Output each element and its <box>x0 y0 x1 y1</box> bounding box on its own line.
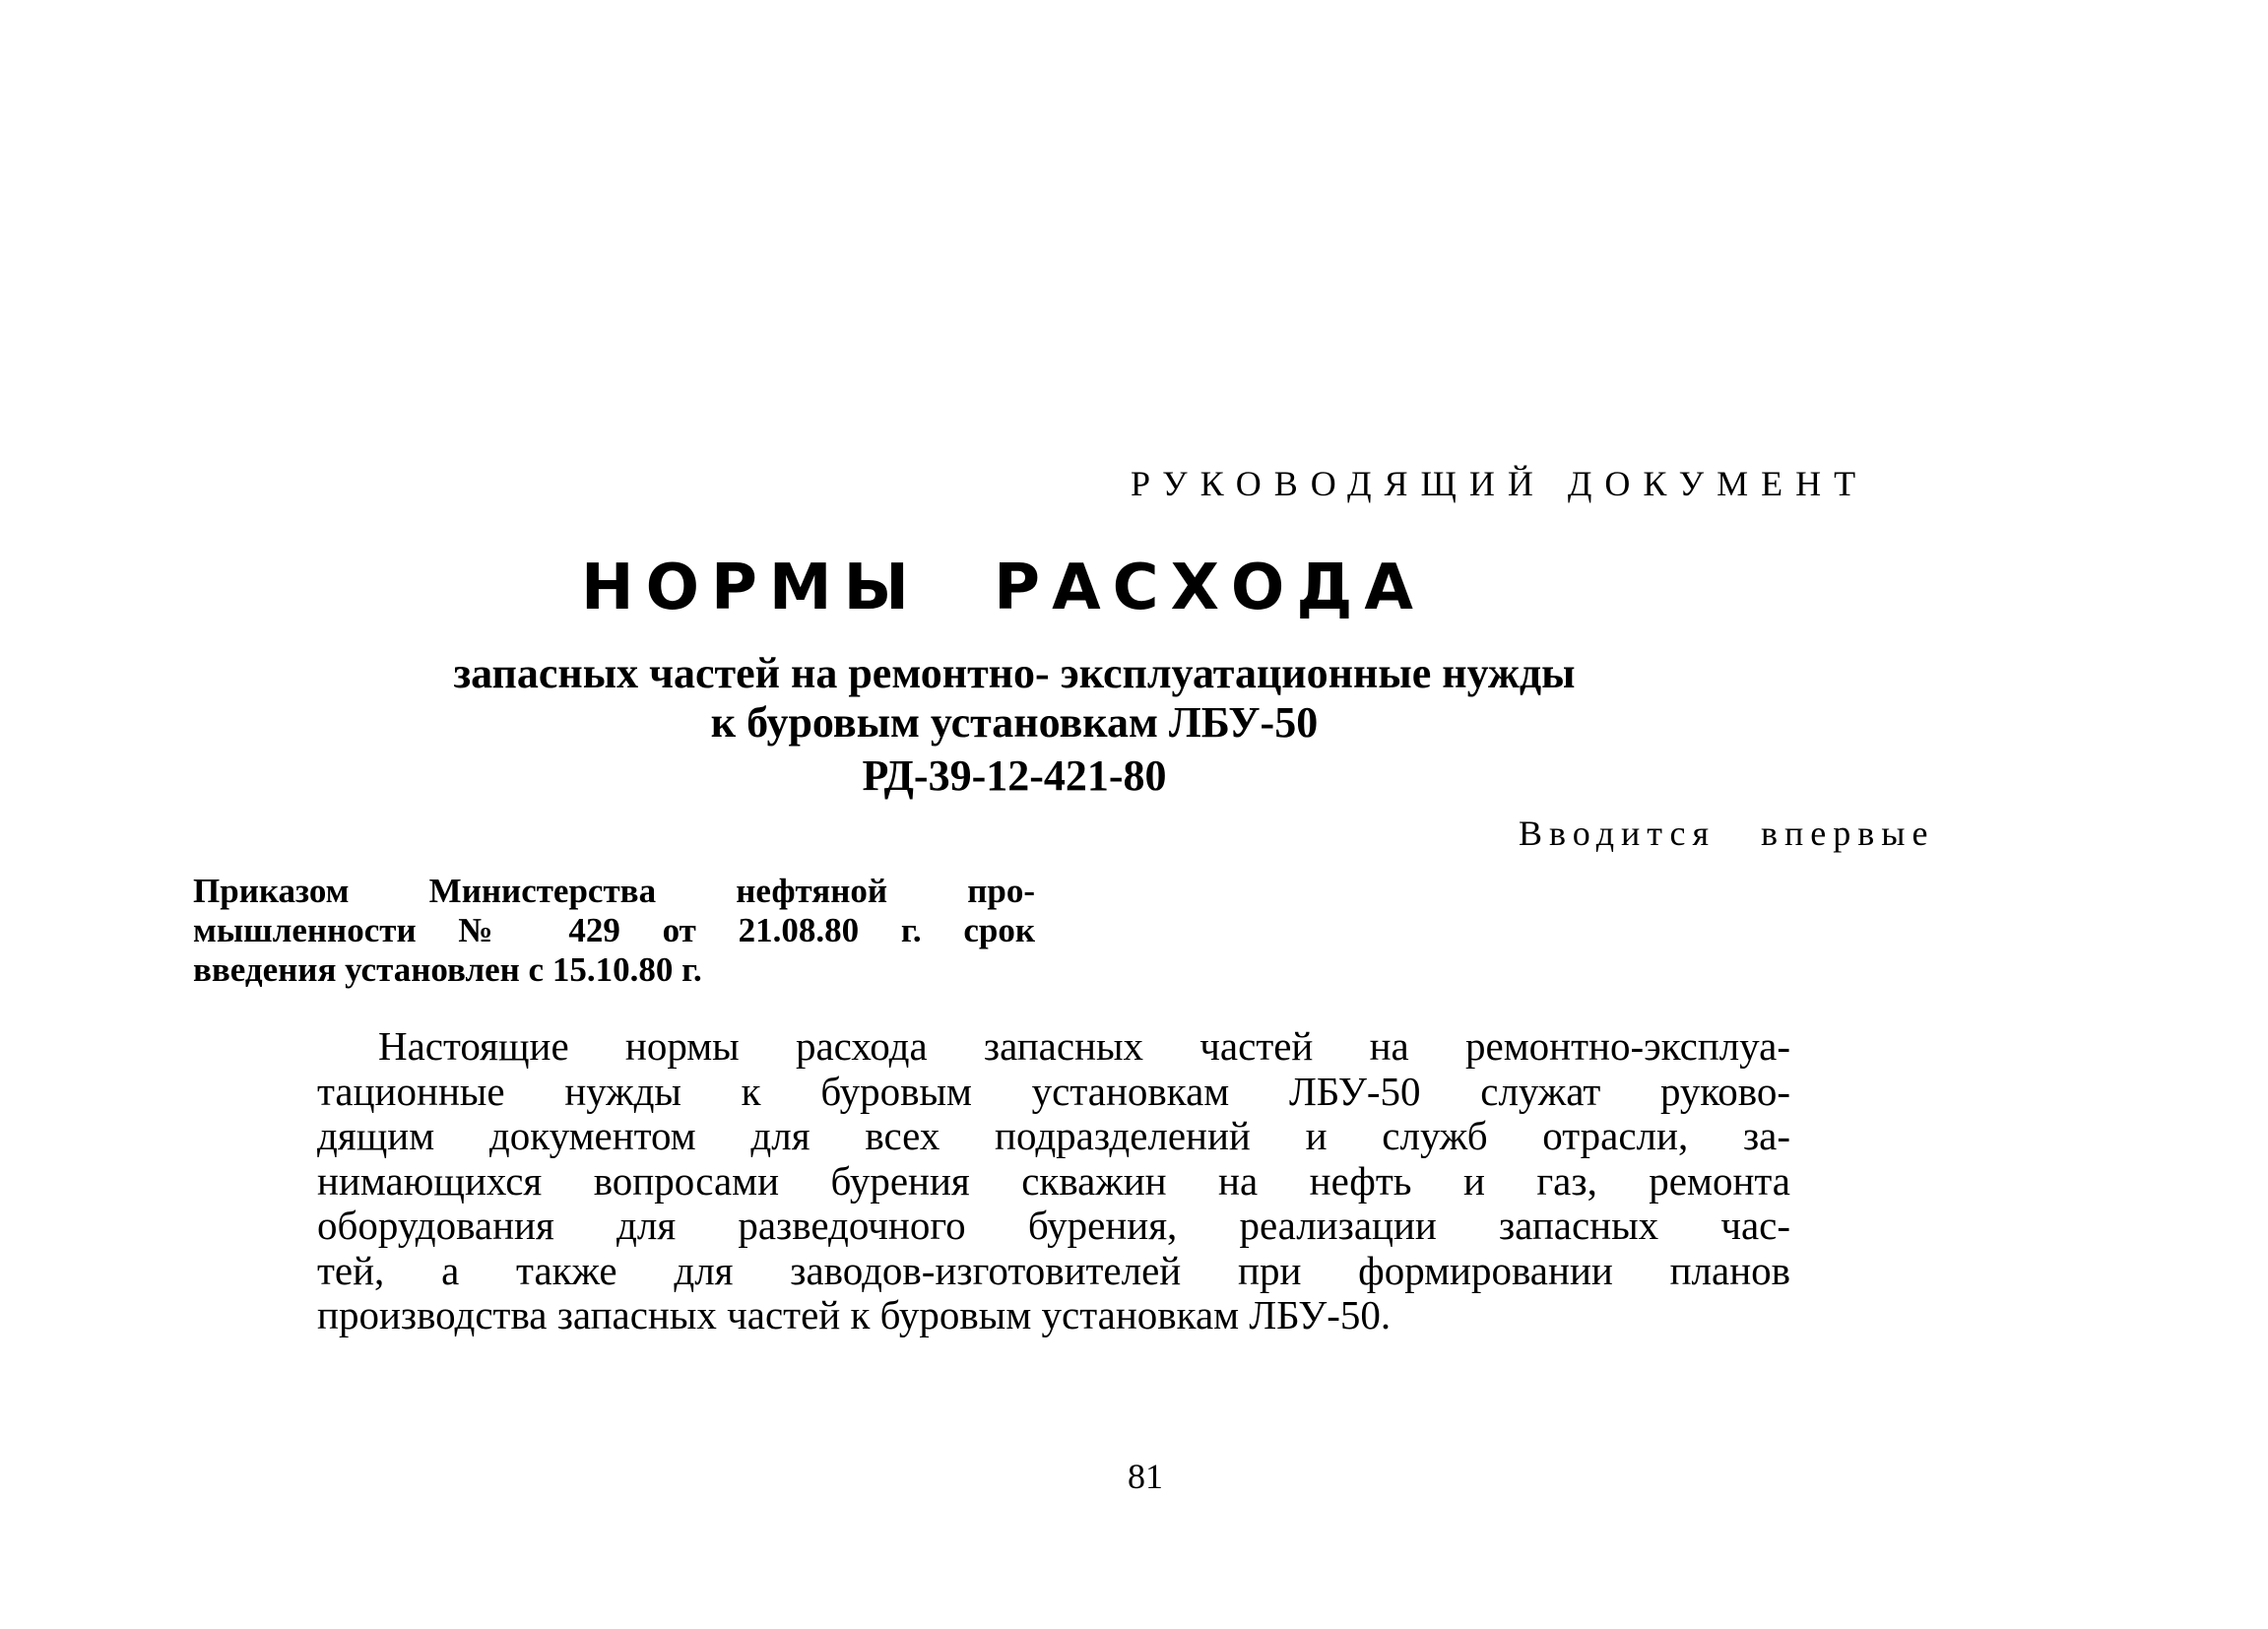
order-line: мышленности № 429 от 21.08.80 г. срок <box>193 911 1035 949</box>
order-line: Приказом Министерства нефтяной про- <box>193 872 1035 910</box>
paragraph-line: дящим документом для всех подразделений и служб отрасли, за- <box>317 1113 1790 1158</box>
paragraph-line: Настоящие нормы расхода запасных частей на ремонтно-эксплуа- <box>378 1023 1790 1069</box>
paragraph-line: производства запасных частей к буровым установкам ЛБУ-50. <box>317 1292 1392 1337</box>
order-line: введения установлен с 15.10.80 г. <box>193 950 702 989</box>
page-number: 81 <box>1128 1457 1163 1496</box>
order-approval-block <box>193 872 1035 990</box>
subtitle-line-2: к буровым установкам ЛБУ-50 <box>710 698 1319 747</box>
paragraph-line: оборудования для разведочного бурения, реализации запасных час- <box>317 1203 1790 1248</box>
document-type-heading: РУКОВОДЯЩИЙ ДОКУМЕНТ <box>1131 464 1869 503</box>
document-code: РД-39-12-421-80 <box>862 751 1167 800</box>
paragraph-line: нимающихся вопросами бурения скважин на нефть и газ, ремонта <box>317 1157 1790 1204</box>
introduction-note: Вводится впервые <box>1519 814 1935 853</box>
paragraph-line: тей, а также для заводов-изготовителей при формировании планов <box>317 1247 1790 1293</box>
paragraph-line: тационные нужды к буровым установкам ЛБУ-50 служат руково- <box>317 1068 1790 1114</box>
subtitle-line-1: запасных частей на ремонтно- эксплуатационные нужды <box>453 649 1576 697</box>
document-title: НОРМЫ РАСХОДА <box>581 552 1425 624</box>
body-paragraph <box>317 1024 1790 1338</box>
